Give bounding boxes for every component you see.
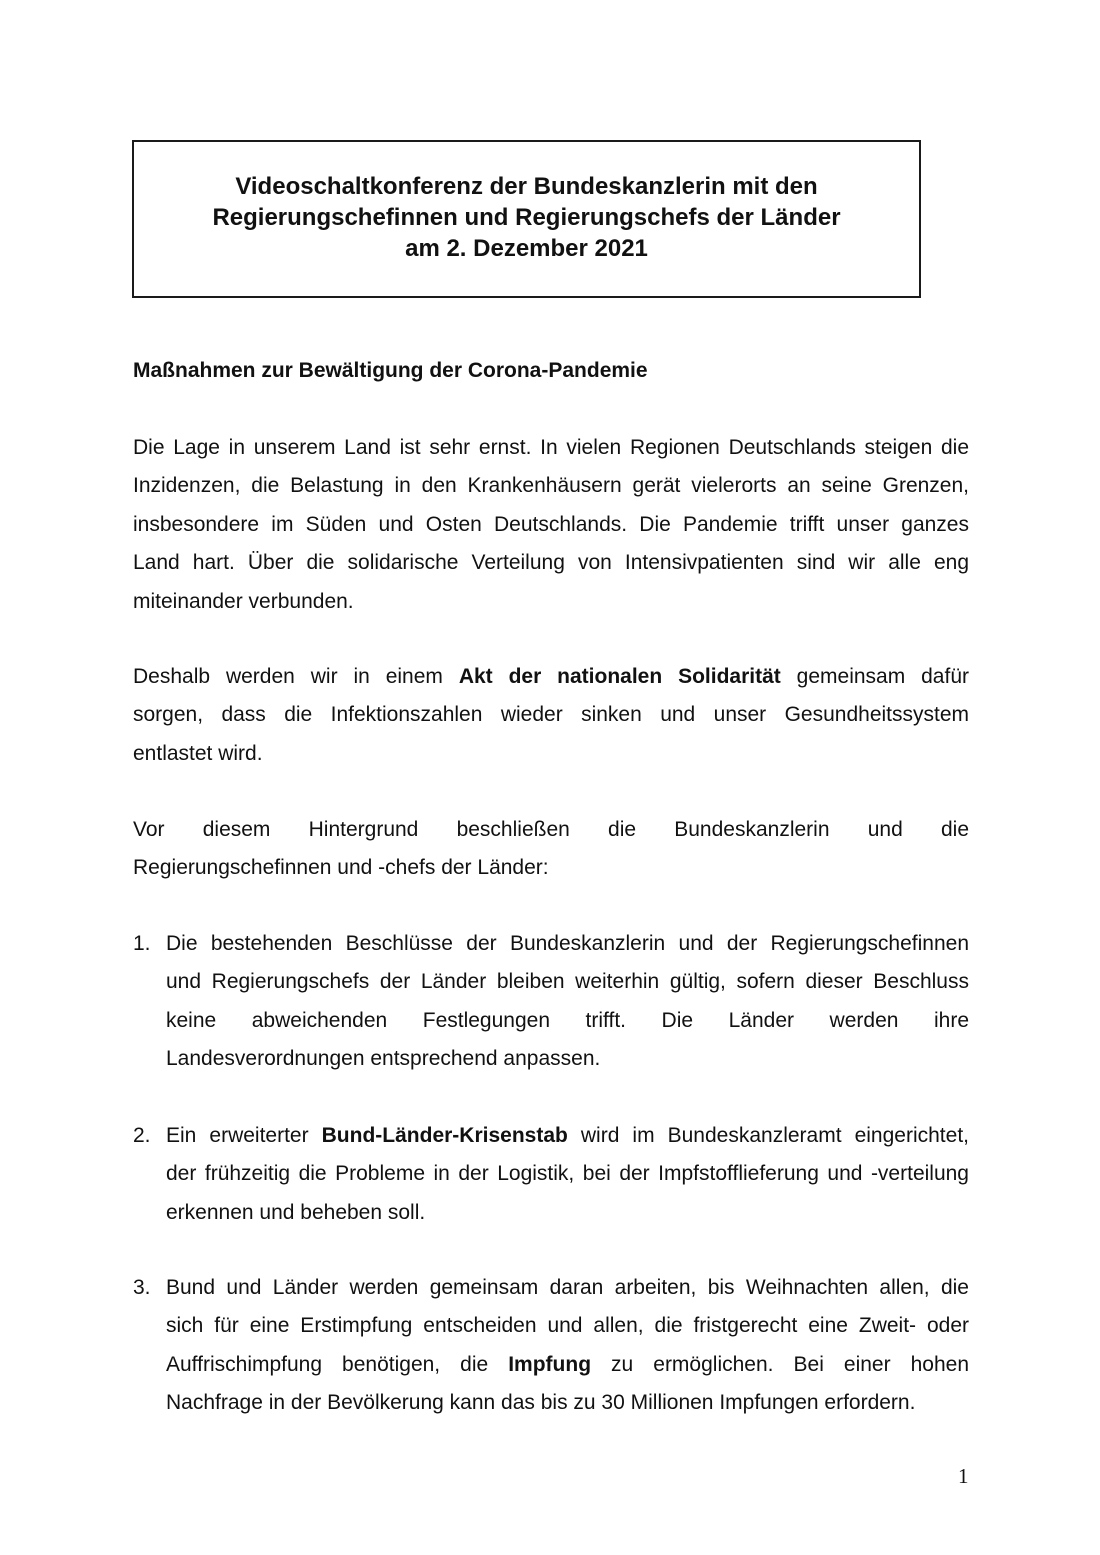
title-line-2: Regierungschefinnen und Regierungschefs der Länder — [212, 204, 841, 231]
title-line-1: Videoschaltkonferenz der Bundeskanzlerin mit den — [235, 173, 818, 200]
paragraph-line: Land hart. Über die solidarische Verteilung von Intensivpatienten sind wir alle eng — [133, 551, 969, 575]
paragraph-line: sorgen, dass die Infektionszahlen wieder sinken und unser Gesundheitssystem — [133, 703, 969, 727]
list-line: Nachfrage in der Bevölkerung kann das bis zu 30 Millionen Impfungen erfordern. — [166, 1391, 916, 1415]
paragraph-decision-intro — [133, 811, 969, 888]
paragraph-line — [133, 658, 969, 696]
paragraph-line: Regierungschefinnen und -chefs der Länder: — [133, 856, 549, 880]
text-run: Auffrischimpfung benötigen, die — [166, 1352, 509, 1376]
paragraph-line: insbesondere im Süden und Osten Deutschlands. Die Pandemie trifft unser ganzes — [133, 512, 969, 536]
text-run: wird im Bundeskanzleramt eingerichtet, — [567, 1124, 969, 1147]
page-number: 1 — [958, 1464, 969, 1488]
paragraph-line: Die Lage in unserem Land ist sehr ernst. In vielen Regionen Deutschlands steigen die — [133, 436, 969, 459]
list-line: der frühzeitig die Probleme in der Logistik, bei der Impfstofflieferung und -verteilung — [166, 1162, 969, 1186]
text-run: gemeinsam dafür — [780, 665, 969, 688]
bold-phrase: Bund-Länder-Krisenstab — [321, 1124, 568, 1147]
list-item-3 — [133, 1269, 969, 1423]
title-line-3: am 2. Dezember 2021 — [405, 235, 648, 262]
list-item-2 — [133, 1117, 969, 1232]
list-line: sich für eine Erstimpfung entscheiden und allen, die fristgerecht eine Zweit- oder — [166, 1314, 969, 1338]
list-item-1 — [133, 925, 969, 1079]
list-line: Die bestehenden Beschlüsse der Bundeskanzlerin und der Regierungschefinnen — [166, 932, 969, 955]
paragraph-line: entlastet wird. — [133, 741, 263, 765]
paragraph-line: miteinander verbunden. — [133, 589, 354, 613]
list-line: und Regierungschefs der Länder bleiben weiterhin gültig, sofern dieser Beschluss — [166, 970, 969, 994]
list-line: Landesverordnungen entsprechend anpassen. — [166, 1047, 601, 1071]
list-line: erkennen und beheben soll. — [166, 1200, 426, 1224]
text-run: zu ermöglichen. Bei einer hohen — [591, 1352, 970, 1376]
list-number: 2. — [133, 1124, 151, 1147]
text-run: Ein erweiterter — [166, 1124, 322, 1147]
text-run: Deshalb werden wir in einem — [133, 665, 459, 688]
list-line: Bund und Länder werden gemeinsam daran arbeiten, bis Weihnachten allen, die — [166, 1276, 969, 1299]
paragraph-line: Vor diesem Hintergrund beschließen die Bundeskanzlerin und die — [133, 818, 969, 841]
list-line — [166, 1117, 969, 1155]
paragraph-solidarity — [133, 658, 969, 773]
list-number: 3. — [133, 1276, 151, 1299]
paragraph-situation — [133, 429, 969, 621]
title-box — [132, 140, 921, 298]
list-line — [166, 1346, 969, 1384]
list-number: 1. — [133, 932, 151, 955]
list-line: keine abweichenden Festlegungen trifft. Die Länder werden ihre — [166, 1008, 969, 1032]
section-heading: Maßnahmen zur Bewältigung der Corona-Pandemie — [133, 359, 648, 382]
bold-phrase: Akt der nationalen Solidarität — [458, 665, 781, 688]
bold-phrase: Impfung — [508, 1352, 592, 1376]
paragraph-line: Inzidenzen, die Belastung in den Krankenhäusern gerät vielerorts an seine Grenzen, — [133, 474, 969, 498]
